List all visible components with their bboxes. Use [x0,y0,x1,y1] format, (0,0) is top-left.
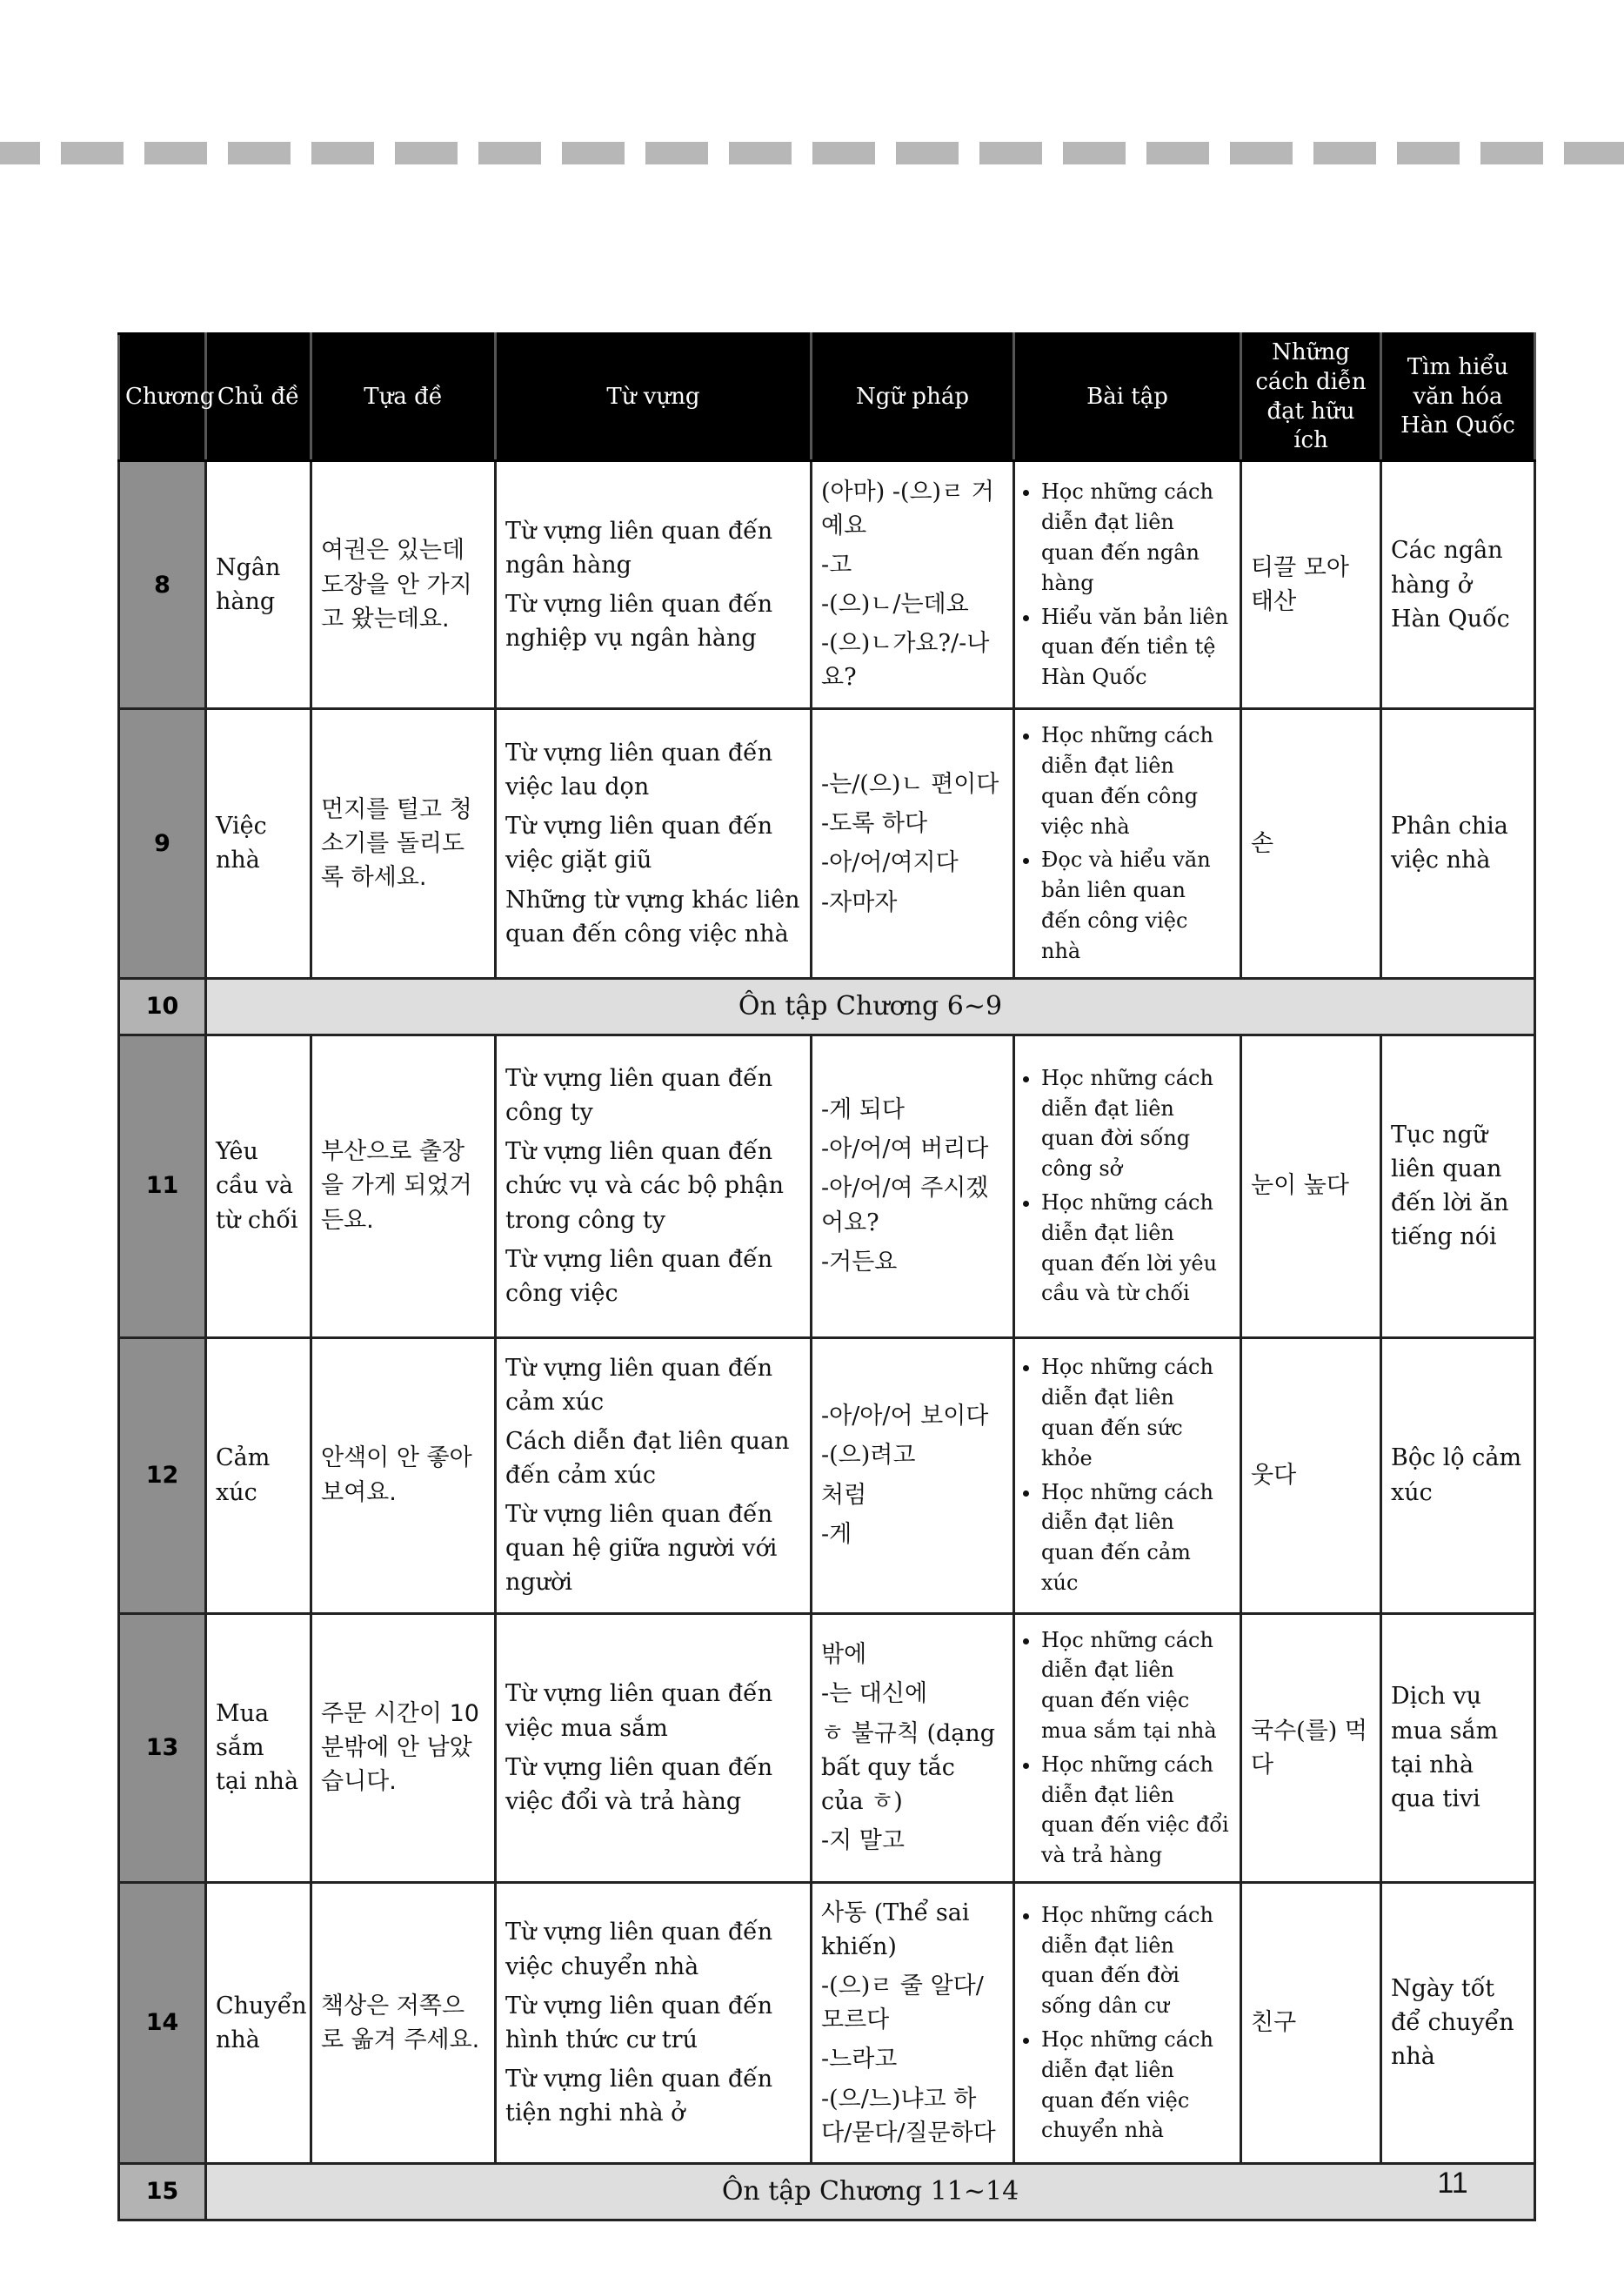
grammar-item: ㅎ 불규칙 (dạng bất quy tắc của ㅎ) [821,1719,996,1815]
header-topic: Chủ đề [206,334,311,461]
header-title: Tựa đề [311,334,496,461]
chapter-culture: Dịch vụ mua sắm tại nhà qua tivi [1381,1613,1535,1882]
chapter-topic: Ngân hàng [206,461,311,709]
chapter-culture: Ngày tốt để chuyển nhà [1381,1882,1535,2163]
review-label: Ôn tập Chương 11~14 [206,2163,1535,2220]
chapter-number: 11 [119,1035,206,1337]
table-of-contents [117,332,1536,2221]
table-row [119,709,1535,978]
chapter-expression: 손 [1241,709,1381,978]
vocab-item: Từ vựng liên quan đến cảm xúc [505,1354,773,1416]
chapter-exercise [1014,1613,1241,1882]
vocab-item: Từ vựng liên quan đến nghiệp vụ ngân hàng [505,591,773,653]
chapter-title: 주문 시간이 10분밖에 안 남았습니다. [311,1613,496,1882]
chapter-topic: Mua sắm tại nhà [206,1613,311,1882]
grammar-item: 밖에 [821,1641,867,1669]
chapter-number: 14 [119,1882,206,2163]
chapter-exercise [1014,1035,1241,1337]
chapter-expression: 웃다 [1241,1337,1381,1613]
exercise-item: • Hiểu văn bản liên quan đến tiền tệ Hàn Quốc [1041,602,1231,693]
grammar-item: -게 [821,1520,852,1548]
chapter-expression: 친구 [1241,1882,1381,2163]
header-row [119,334,1535,461]
chapter-culture: Các ngân hàng ở Hàn Quốc [1381,461,1535,709]
chapter-grammar [812,1035,1014,1337]
table-row [119,1613,1535,1882]
exercise-item: • Học những cách diễn đạt liên quan đến ngân hàng [1041,477,1231,598]
header-grammar: Ngữ pháp [812,334,1014,461]
chapter-number: 8 [119,461,206,709]
chapter-expression: 국수(를) 먹다 [1241,1613,1381,1882]
chapter-title: 안색이 안 좋아 보여요. [311,1337,496,1613]
exercise-item: • Học những cách diễn đạt liên quan đời sống công sở [1041,1063,1231,1184]
chapter-culture: Phân chia việc nhà [1381,709,1535,978]
vocab-item: Từ vựng liên quan đến việc lau dọn [505,739,773,801]
chapter-vocab [496,1035,812,1337]
chapter-title: 부산으로 출장을 가게 되었거든요. [311,1035,496,1337]
grammar-item: -거든요 [821,1248,898,1276]
table-row [119,1337,1535,1613]
exercise-item: • Học những cách diễn đạt liên quan đến cảm xúc [1041,1477,1231,1598]
grammar-item: -고 [821,552,852,579]
exercise-item: • Học những cách diễn đạt liên quan đến việc đổi và trả hàng [1041,1750,1231,1871]
chapter-exercise [1014,709,1241,978]
grammar-item: -아/어/여 주시겠어요? [821,1175,989,1236]
chapter-number: 12 [119,1337,206,1613]
vocab-item: Từ vựng liên quan đến hình thức cư trú [505,1992,773,2053]
vocab-item: Từ vựng liên quan đến tiện nghi nhà ở [505,2066,773,2127]
header-culture: Tìm hiểu văn hóa Hàn Quốc [1381,334,1535,461]
chapter-exercise [1014,461,1241,709]
vocab-item: Cách diễn đạt liên quan đến cảm xúc [505,1427,790,1489]
grammar-item: -느라고 [821,2046,898,2073]
header-chapter: Chương [119,334,206,461]
grammar-item: -자마자 [821,888,898,916]
chapter-vocab [496,1613,812,1882]
grammar-item: -(으)ㄴ가요?/-나요? [821,630,990,692]
chapter-number: 10 [119,978,206,1035]
chapter-topic: Cảm xúc [206,1337,311,1613]
exercise-item: • Học những cách diễn đạt liên quan đến việc mua sắm tại nhà [1041,1625,1231,1746]
chapter-number: 13 [119,1613,206,1882]
vocab-item: Từ vựng liên quan đến việc giặt giũ [505,813,773,874]
exercise-item: • Đọc và hiểu văn bản liên quan đến công việc nhà [1041,845,1231,966]
grammar-item: -아/어/여 버리다 [821,1135,989,1163]
chapter-grammar [812,1337,1014,1613]
grammar-item: -도록 하다 [821,810,928,838]
review-row [119,2163,1535,2220]
vocab-item: Từ vựng liên quan đến việc chuyển nhà [505,1919,773,1980]
page-number: 11 [1437,2167,1468,2200]
exercise-item: • Học những cách diễn đạt liên quan đến đời sống dân cư [1041,1900,1231,2021]
chapter-vocab [496,709,812,978]
review-row [119,978,1535,1035]
chapter-topic: Chuyển nhà [206,1882,311,2163]
chapter-number: 15 [119,2163,206,2220]
chapter-grammar [812,1613,1014,1882]
exercise-item: • Học những cách diễn đạt liên quan đến lời yêu cầu và từ chối [1041,1188,1231,1309]
chapter-topic: Việc nhà [206,709,311,978]
vocab-item: Từ vựng liên quan đến chức vụ và các bộ phận trong công ty [505,1138,784,1234]
grammar-item: -(으)ㄹ 줄 알다/모르다 [821,1973,984,2034]
grammar-item: -아/어/여지다 [821,849,959,877]
exercise-item: • Học những cách diễn đạt liên quan đến công việc nhà [1041,720,1231,841]
grammar-item: (아마) -(으)ㄹ 거예요 [821,478,994,539]
vocab-item: Từ vựng liên quan đến quan hệ giữa người với người [505,1501,778,1597]
vocab-item: Từ vựng liên quan đến việc đổi và trả hàng [505,1753,773,1815]
header-vocab: Từ vựng [496,334,812,461]
chapter-exercise [1014,1337,1241,1613]
chapter-exercise [1014,1882,1241,2163]
chapter-number: 9 [119,709,206,978]
chapter-title: 먼지를 털고 청소기를 돌리도록 하세요. [311,709,496,978]
grammar-item: -는 대신에 [821,1680,928,1708]
table-row [119,461,1535,709]
chapter-grammar [812,1882,1014,2163]
chapter-culture: Bộc lộ cảm xúc [1381,1337,1535,1613]
review-label: Ôn tập Chương 6~9 [206,978,1535,1035]
chapter-vocab [496,1882,812,2163]
grammar-item: -(으/느)냐고 하다/묻다/질문하다 [821,2085,996,2147]
grammar-item: -아/아/어 보이다 [821,1403,989,1430]
grammar-item: -게 되다 [821,1096,905,1124]
exercise-item: • Học những cách diễn đạt liên quan đến việc chuyển nhà [1041,2025,1231,2146]
vocab-item: Những từ vựng khác liên quan đến công việc nhà [505,886,800,948]
grammar-item: 처럼 [821,1481,867,1509]
chapter-vocab [496,1337,812,1613]
chapter-title: 책상은 저쪽으로 옮겨 주세요. [311,1882,496,2163]
header-expression: Những cách diễn đạt hữu ích [1241,334,1381,461]
vocab-item: Từ vựng liên quan đến công ty [505,1065,773,1127]
chapter-title: 여권은 있는데 도장을 안 가지고 왔는데요. [311,461,496,709]
grammar-item: 사동 (Thể sai khiến) [821,1899,970,1961]
grammar-item: -(으)려고 [821,1442,916,1470]
vocab-item: Từ vựng liên quan đến ngân hàng [505,517,773,579]
decorative-dash-bar [0,142,1624,164]
chapter-topic: Yêu cầu và từ chối [206,1035,311,1337]
header-exercise: Bài tập [1014,334,1241,461]
table-row [119,1035,1535,1337]
chapter-grammar [812,709,1014,978]
grammar-item: -지 말고 [821,1827,905,1855]
vocab-item: Từ vựng liên quan đến việc mua sắm [505,1680,773,1742]
table-row [119,1882,1535,2163]
chapter-expression: 눈이 높다 [1241,1035,1381,1337]
vocab-item: Từ vựng liên quan đến công việc [505,1245,773,1307]
grammar-item: -는/(으)ㄴ 편이다 [821,771,999,799]
chapter-culture: Tục ngữ liên quan đến lời ăn tiếng nói [1381,1035,1535,1337]
grammar-item: -(으)ㄴ/는데요 [821,591,969,619]
chapter-vocab [496,461,812,709]
exercise-item: • Học những cách diễn đạt liên quan đến sức khỏe [1041,1352,1231,1473]
chapter-expression: 티끌 모아 태산 [1241,461,1381,709]
chapter-grammar [812,461,1014,709]
